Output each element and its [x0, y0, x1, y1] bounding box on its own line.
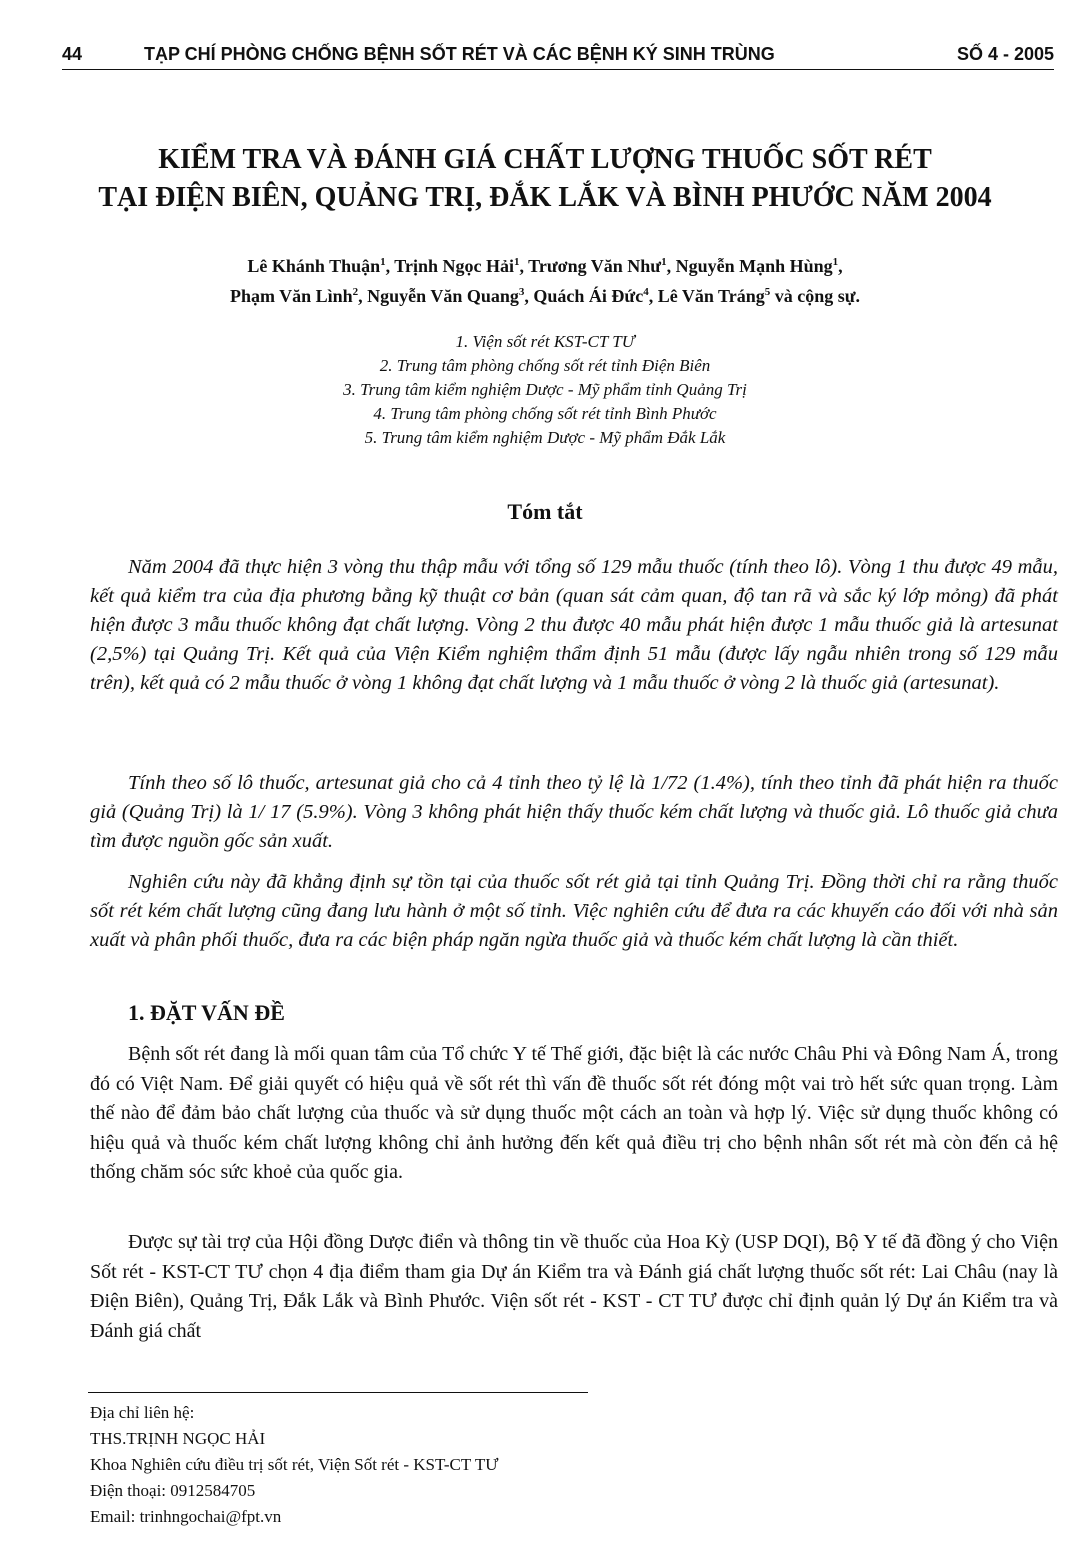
- abstract-heading: Tóm tắt: [507, 499, 583, 524]
- contact-name: THS.TRỊNH NGỌC HẢI: [90, 1429, 266, 1448]
- contact-label: Địa chỉ liên hệ:: [90, 1403, 195, 1422]
- abstract-paragraph-1: Năm 2004 đã thực hiện 3 vòng thu thập mẫu với tổng số 129 mẫu thuốc (tính theo lô). Vòng 1 thu được 49 mẫu, kết quả kiểm tra của địa phương bằng kỹ thuật cơ bản (quan sát cảm quan, độ tan rã và sắc ký lớp mỏng) đã phát hiện được 3 mẫu thuốc không đạt chất lượng. Vòng 2 thu được 40 mẫu phát hiện được 1 mẫu thuốc giả là artesunat (2,5%) tại Quảng Trị. Kết quả của Viện Kiểm nghiệm thẩm định 51 mẫu (được lấy ngẫu nhiên trong số 129 mẫu trên), kết quả có 2 mẫu thuốc ở vòng 1 không đạt chất lượng và 1 mẫu thuốc ở vòng 2 là thuốc giả (artesunat).: [90, 556, 1058, 694]
- contact-email: Email: trinhngochai@fpt.vn: [90, 1507, 282, 1526]
- author: Nguyễn Văn Quang: [367, 286, 519, 306]
- author-sep: ,: [519, 256, 529, 276]
- section-paragraph-1: Bệnh sốt rét đang là mối quan tâm của Tổ chức Y tế Thế giới, đặc biệt là các nước Châu Phi và Đông Nam Á, trong đó có Việt Nam. Để giải quyết có hiệu quả về sốt rét thì vấn đề thuốc sốt rét đóng một vai trò hết sức quan trọng. Làm thế nào để đảm bảo chất lượng của thuốc và sử dụng thuốc một cách an toàn và hợp lý. Việc sử dụng thuốc không có hiệu quả và thuốc kém chất lượng không chỉ ảnh hưởng đến kết quả điều trị cho bệnh nhân sốt rét mà còn đến cả hệ thống chăm sóc sức khoẻ của quốc gia.: [90, 1043, 1058, 1183]
- section-heading: 1. ĐẶT VẤN ĐỀ: [128, 1000, 285, 1025]
- issue-number: SỐ 4 - 2005: [956, 44, 1054, 64]
- author-sep: ,: [358, 286, 368, 306]
- affiliation-5: 5. Trung tâm kiểm nghiệm Dược - Mỹ phẩm Đắk Lắk: [364, 428, 726, 447]
- footnote-rule: [88, 1392, 588, 1393]
- author: Quách Ái Đức: [533, 286, 644, 306]
- journal-title: TẠP CHÍ PHÒNG CHỐNG BỆNH SỐT RÉT VÀ CÁC BỆNH KÝ SINH TRÙNG: [144, 44, 775, 64]
- author: Trương Văn Như: [528, 256, 662, 276]
- abstract-paragraph-3: Nghiên cứu này đã khẳng định sự tồn tại của thuốc sốt rét giả tại tỉnh Quảng Trị. Đồng thời chỉ ra rằng thuốc sốt rét kém chất lượng cũng đang lưu hành ở một số tỉnh. Việc nghiên cứu để đưa ra các khuyến cáo đối với nhà sản xuất và phân phối thuốc, đưa ra các biện pháp ngăn ngừa thuốc giả và thuốc kém chất lượng là cần thiết.: [90, 871, 1058, 951]
- section-paragraph-2: Được sự tài trợ của Hội đồng Dược điển và thông tin về thuốc của Hoa Kỳ (USP DQI), Bộ Y tế đã đồng ý cho Viện Sốt rét - KST-CT TƯ chọn 4 địa điểm tham gia Dự án Kiểm tra và Đánh giá chất lượng thuốc sốt rét: Lai Châu (nay là Điện Biên), Quảng Trị, Đắk Lắk và Bình Phước. Viện sốt rét - KST - CT TƯ được chỉ định quản lý Dự án Kiểm tra và Đánh giá chất: [90, 1231, 1058, 1342]
- affiliation-4: 4. Trung tâm phòng chống sốt rét tỉnh Bình Phước: [373, 404, 717, 423]
- author-affil-sup: 3: [518, 286, 525, 298]
- affiliation-2: 2. Trung tâm phòng chống sốt rét tỉnh Điện Biên: [379, 356, 711, 375]
- article-title-line-1: KIỂM TRA VÀ ĐÁNH GIÁ CHẤT LƯỢNG THUỐC SỐT RÉT: [158, 144, 932, 175]
- author-sep: ,: [385, 256, 395, 276]
- affiliation-1: 1. Viện sốt rét KST-CT TƯ: [455, 332, 635, 351]
- author-affil-sup: 4: [643, 286, 649, 298]
- author-affil-sup: 1: [661, 256, 667, 268]
- affiliation-3: 3. Trung tâm kiểm nghiệm Dược - Mỹ phẩm tỉnh Quảng Trị: [343, 380, 747, 399]
- author: Nguyễn Mạnh Hùng: [675, 256, 833, 276]
- author-affil-sup: 2: [352, 286, 359, 298]
- page-number: 44: [62, 44, 83, 64]
- article-title-line-2: TẠI ĐIỆN BIÊN, QUẢNG TRỊ, ĐẮK LẮK VÀ BÌNH PHƯỚC NĂM 2004: [98, 182, 992, 213]
- header-rule: [62, 69, 1054, 70]
- author-affil-sup: 1: [832, 256, 839, 268]
- author: Lê Khánh Thuận: [247, 256, 381, 276]
- author-sep: ,: [524, 286, 534, 306]
- author-sep: ,: [838, 256, 843, 276]
- author-sep: ,: [666, 256, 676, 276]
- authors-line-1: [60, 248, 1030, 281]
- authors-line-2: [60, 278, 1030, 311]
- author: Lê Văn Tráng: [657, 286, 765, 306]
- running-header: [62, 44, 1054, 68]
- author: Phạm Văn Lình: [229, 286, 353, 306]
- contact-phone: Điện thoại: 0912584705: [90, 1481, 256, 1500]
- author-sep: ,: [648, 286, 658, 306]
- author-affil-sup: 5: [764, 286, 771, 298]
- authors-tail: và cộng sự.: [774, 286, 861, 306]
- author-affil-sup: 1: [513, 256, 520, 268]
- contact-organization: Khoa Nghiên cứu điều trị sốt rét, Viện Sốt rét - KST-CT TƯ: [90, 1455, 499, 1474]
- author-affil-sup: 1: [380, 256, 386, 268]
- author: Trịnh Ngọc Hải: [394, 256, 514, 276]
- abstract-paragraph-2: Tính theo số lô thuốc, artesunat giả cho cả 4 tỉnh theo tỷ lệ là 1/72 (1.4%), tính theo tỉnh đã phát hiện ra thuốc giả (Quảng Trị) là 1/ 17 (5.9%). Vòng 3 không phát hiện thấy thuốc kém chất lượng và thuốc giả. Lô thuốc giả chưa tìm được nguồn gốc sản xuất.: [90, 772, 1058, 852]
